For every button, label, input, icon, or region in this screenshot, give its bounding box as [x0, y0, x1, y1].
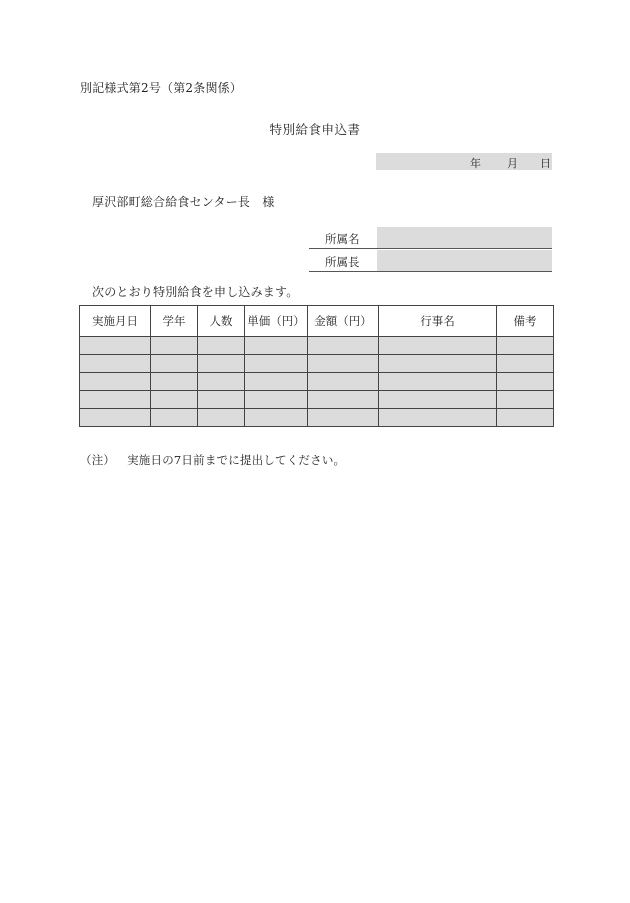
table-row [80, 373, 554, 391]
table-input-cell[interactable] [80, 409, 151, 427]
application-table [79, 305, 554, 427]
table-input-cell[interactable] [198, 337, 245, 355]
date-field[interactable] [376, 153, 552, 170]
table-input-cell[interactable] [198, 409, 245, 427]
table-body [80, 337, 554, 427]
table-input-cell[interactable] [245, 373, 308, 391]
table-row [80, 391, 554, 409]
table-input-cell[interactable] [80, 337, 151, 355]
table-input-cell[interactable] [80, 391, 151, 409]
head-field[interactable] [377, 250, 552, 271]
head-row [309, 250, 552, 272]
table-input-cell[interactable] [151, 355, 198, 373]
header-amount: 金額（円） [308, 306, 379, 337]
intro-text: 次のとおり特別給食を申し込みます。 [92, 285, 299, 299]
table-header-row [80, 306, 554, 337]
table-row [80, 337, 554, 355]
table-input-cell[interactable] [379, 355, 497, 373]
header-count: 人数 [198, 306, 245, 337]
table-input-cell[interactable] [151, 409, 198, 427]
table-input-cell[interactable] [308, 391, 379, 409]
table-input-cell[interactable] [80, 373, 151, 391]
table-input-cell[interactable] [198, 355, 245, 373]
table-input-cell[interactable] [245, 337, 308, 355]
table-input-cell[interactable] [198, 391, 245, 409]
table-input-cell[interactable] [308, 409, 379, 427]
table-input-cell[interactable] [379, 373, 497, 391]
page-title: 特別給食申込書 [269, 122, 361, 137]
table-input-cell[interactable] [245, 391, 308, 409]
addressee: 厚沢部町総合給食センター長 様 [92, 195, 275, 209]
table-input-cell[interactable] [497, 391, 554, 409]
header-date: 実施月日 [80, 306, 151, 337]
table-input-cell[interactable] [379, 337, 497, 355]
table-input-cell[interactable] [308, 373, 379, 391]
signature-block [309, 227, 552, 272]
table-input-cell[interactable] [151, 373, 198, 391]
table-input-cell[interactable] [245, 409, 308, 427]
header-remarks: 備考 [497, 306, 554, 337]
header-unit-price: 単価（円） [245, 306, 308, 337]
date-year-label: 年 [470, 157, 481, 170]
affiliation-row [309, 227, 552, 249]
table-input-cell[interactable] [308, 355, 379, 373]
form-number: 別記様式第2号（第2条関係） [80, 81, 243, 95]
table-input-cell[interactable] [308, 337, 379, 355]
table-input-cell[interactable] [497, 409, 554, 427]
header-grade: 学年 [151, 306, 198, 337]
date-month-label: 月 [507, 157, 518, 170]
table-input-cell[interactable] [151, 337, 198, 355]
head-label: 所属長 [325, 255, 360, 269]
table-input-cell[interactable] [245, 355, 308, 373]
table-input-cell[interactable] [497, 337, 554, 355]
affiliation-label: 所属名 [325, 232, 360, 246]
date-day-label: 日 [540, 157, 551, 170]
table-input-cell[interactable] [497, 373, 554, 391]
table-input-cell[interactable] [379, 409, 497, 427]
header-event-name: 行事名 [379, 306, 497, 337]
table-input-cell[interactable] [151, 391, 198, 409]
table-row [80, 409, 554, 427]
table-input-cell[interactable] [497, 355, 554, 373]
table-input-cell[interactable] [379, 391, 497, 409]
table-input-cell[interactable] [198, 373, 245, 391]
table-input-cell[interactable] [80, 355, 151, 373]
note [80, 452, 345, 468]
note-text: 実施日の7日前までに提出してください。 [127, 453, 346, 467]
affiliation-field[interactable] [377, 227, 552, 248]
note-marker: （注） [80, 453, 116, 467]
table-row [80, 355, 554, 373]
